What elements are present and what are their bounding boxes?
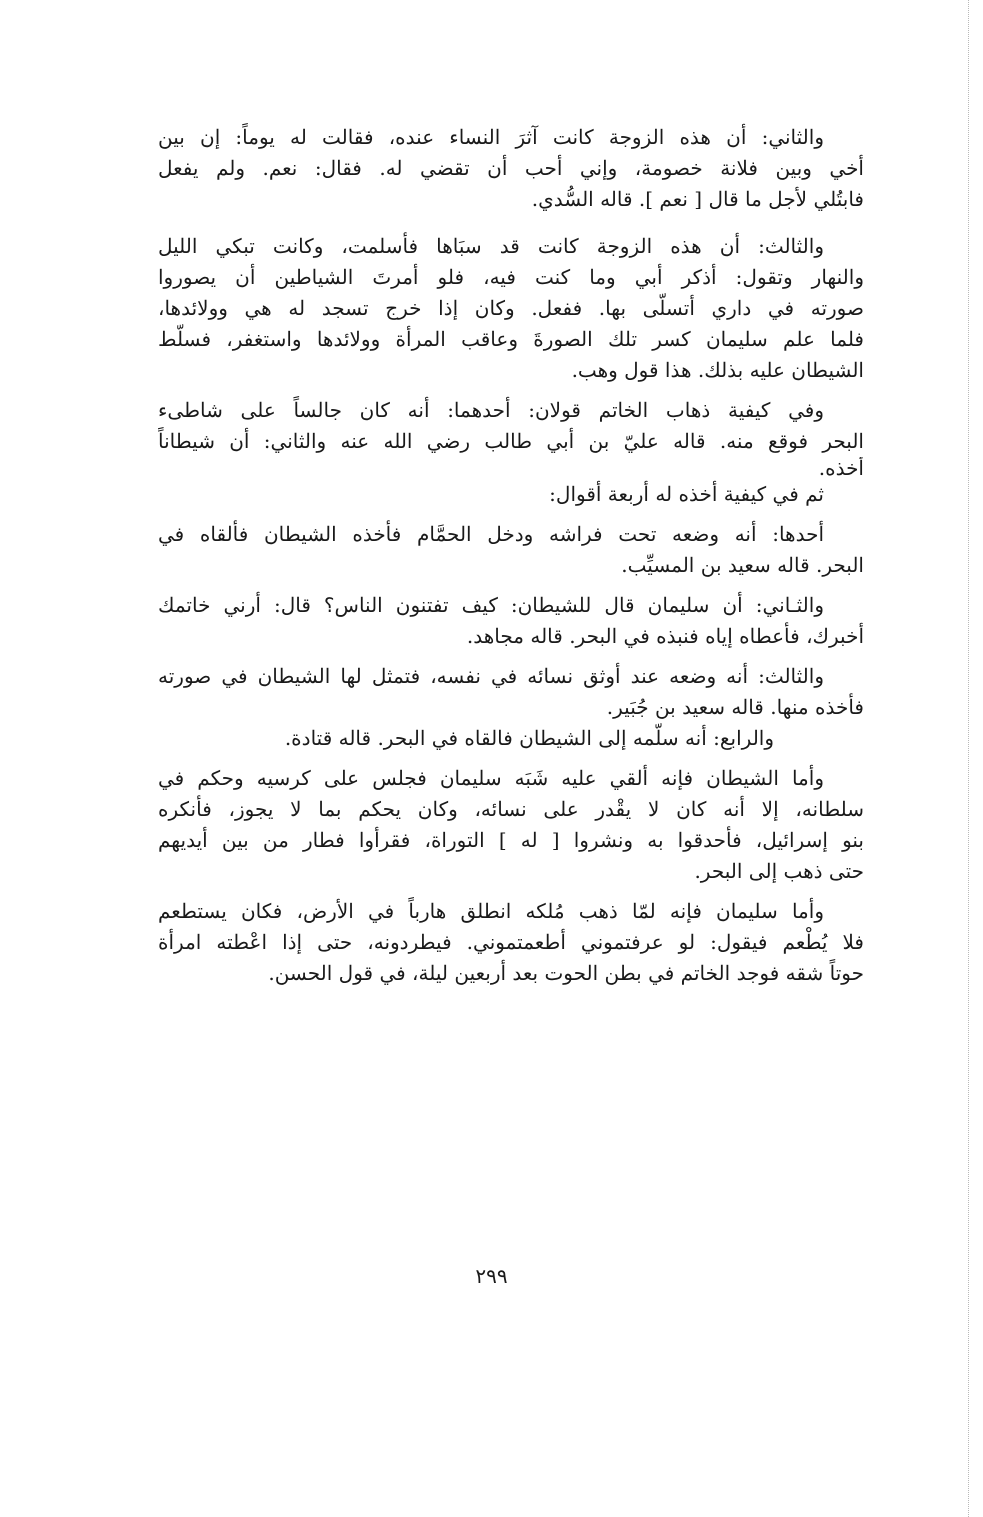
text-line: البحر فوقع منه. قاله عليّ بن أبي طالب رضي الله عنه والثاني: أن شيطاناً — [158, 429, 864, 453]
text-line: سلطانه، إلا أنه كان لا يقْدر على نسائه، وكان يحكم بما لا يجوز، فأنكره — [158, 797, 864, 821]
text-line: ثم في كيفية أخذه له أربعة أقوال: — [549, 482, 824, 506]
text-line: والثالث: أنه وضعه عند أوثق نسائه في نفسه، فتمثل لها الشيطان في صورته — [158, 664, 824, 688]
paragraph — [158, 661, 864, 723]
text-line: صورته في داري أتسلَّى بها. ففعل. وكان إذا خرج تسجد له هي وولائدها، — [158, 296, 864, 320]
text-line: بنو إسرائيل، فأحدقوا به ونشروا [ له ] التوراة، فقرأوا فطار من بين أيديهم — [158, 828, 864, 852]
text-line: والثالث: أن هذه الزوجة كانت قد سبَاها فأسلمت، وكانت تبكي الليل — [158, 234, 824, 258]
text-line: أخي وبين فلانة خصومة، وإني أحب أن تقضي له. فقال: نعم. ولم يفعل — [158, 156, 864, 180]
paragraph — [158, 763, 864, 887]
text-line: فلا يُطْعم فيقول: لو عرفتموني أطعمتموني. فيطردونه، حتى إذا اعْطته امرأة — [158, 930, 864, 954]
text-line: وأما الشيطان فإنه ألقي عليه شَبَه سليمان فجلس على كرسيه وحكم في — [158, 766, 824, 790]
text-line: البحر. قاله سعيد بن المسيِّب. — [621, 553, 864, 577]
text-line: الشيطان عليه بذلك. هذا قول وهب. — [571, 358, 864, 382]
body-text — [158, 122, 864, 989]
text-line: أحدها: أنه وضعه تحت فراشه ودخل الحمَّام فأخذه الشيطان فألقاه في — [158, 522, 824, 546]
scan-edge-line — [968, 0, 969, 1517]
page-number: ٢٩٩ — [475, 1264, 508, 1288]
paragraph — [158, 896, 864, 989]
paragraph — [158, 590, 864, 652]
paragraph — [158, 122, 864, 215]
text-line: والرابع: أنه سلّمه إلى الشيطان فالقاه في البحر. قاله قتادة. — [284, 726, 774, 750]
paragraph — [158, 231, 864, 386]
text-line: والنهار وتقول: أذكر أبي وما كنت فيه، فلو أمرتَ الشياطين أن يصوروا — [158, 265, 864, 289]
paragraph — [158, 519, 864, 581]
text-line: حوتاً شقه فوجد الخاتم في بطن الحوت بعد أربعين ليلة، في قول الحسن. — [268, 961, 864, 985]
text-line: والثـاني: أن سليمان قال للشيطان: كيف تفتنون الناس؟ قال: أرني خاتمك — [158, 593, 824, 617]
text-line: فلما علم سليمان كسر تلك الصورةَ وعاقب المرأة وولائدها واستغفر، فسلَّط — [158, 327, 864, 351]
text-line: فابتُلي لأجل ما قال [ نعم ]. قاله السُّدي. — [531, 187, 864, 211]
text-line: فأخذه منها. قاله سعيد بن جُبَير. — [606, 695, 864, 719]
paragraph — [158, 723, 864, 754]
text-line: حتى ذهب إلى البحر. — [694, 859, 864, 883]
paragraph — [158, 479, 864, 510]
paragraph — [158, 395, 864, 479]
text-line: وأما سليمان فإنه لمّا ذهب مُلكه انطلق هارباً في الأرض، فكان يستطعم — [158, 899, 824, 923]
text-line: أخبرك، فأعطاه إياه فنبذه في البحر. قاله مجاهد. — [466, 624, 864, 648]
text-line: والثاني: أن هذه الزوجة كانت آثرَ النساء عنده، فقالت له يوماً: إن بين — [158, 125, 824, 149]
text-line: أخذه. — [818, 457, 864, 479]
text-line: وفي كيفية ذهاب الخاتم قولان: أحدهما: أنه كان جالساً على شاطىء — [158, 398, 824, 422]
